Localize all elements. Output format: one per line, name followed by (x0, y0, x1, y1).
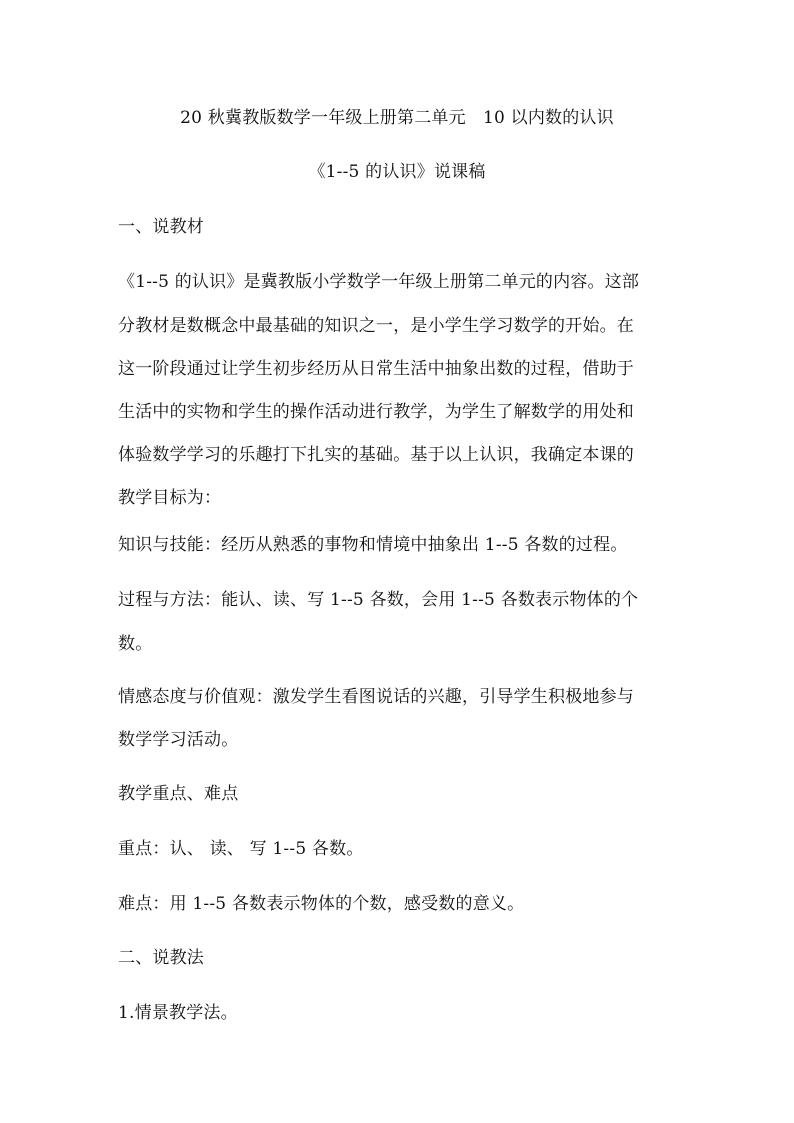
goal-process-line: 数。 (118, 634, 153, 654)
key-points-heading: 教学重点、难点 (118, 784, 239, 804)
goal-process-line: 过程与方法：能认、读、写 1--5 各数，会用 1--5 各数表示物体的个 (118, 590, 639, 610)
paragraph-line: 这一阶段通过让学生初步经历从日常生活中抽象出数的过程，借助于 (118, 359, 634, 379)
paragraph-line: 生活中的实物和学生的操作活动进行教学，为学生了解数学的用处和 (118, 402, 634, 422)
section-heading-teaching-material: 一、说教材 (118, 217, 204, 237)
goal-knowledge: 知识与技能：经历从熟悉的事物和情境中抽象出 1--5 各数的过程。 (118, 535, 628, 555)
paragraph-line: 体验数学学习的乐趣打下扎实的基础。基于以上认识，我确定本课的 (118, 445, 634, 465)
section-heading-teaching-method: 二、说教法 (118, 948, 204, 968)
teaching-method-item: 1.情景教学法。 (118, 1003, 238, 1023)
key-point: 重点：认、 读、 写 1--5 各数。 (118, 839, 364, 859)
difficult-point: 难点：用 1--5 各数表示物体的个数，感受数的意义。 (118, 894, 525, 914)
paragraph-line: 分教材是数概念中最基础的知识之一，是小学生学习数学的开始。在 (118, 316, 634, 336)
goal-emotion-line: 数学学习活动。 (118, 730, 239, 750)
document-title: 20 秋冀教版数学一年级上册第二单元 10 以内数的认识 (180, 108, 614, 128)
goal-emotion-line: 情感态度与价值观：激发学生看图说话的兴趣，引导学生积极地参与 (118, 687, 634, 707)
paragraph-line: 教学目标为： (118, 488, 222, 508)
paragraph-line: 《1--5 的认识》是冀教版小学数学一年级上册第二单元的内容。这部 (118, 272, 640, 292)
document-subtitle: 《1--5 的认识》说课稿 (308, 162, 486, 182)
